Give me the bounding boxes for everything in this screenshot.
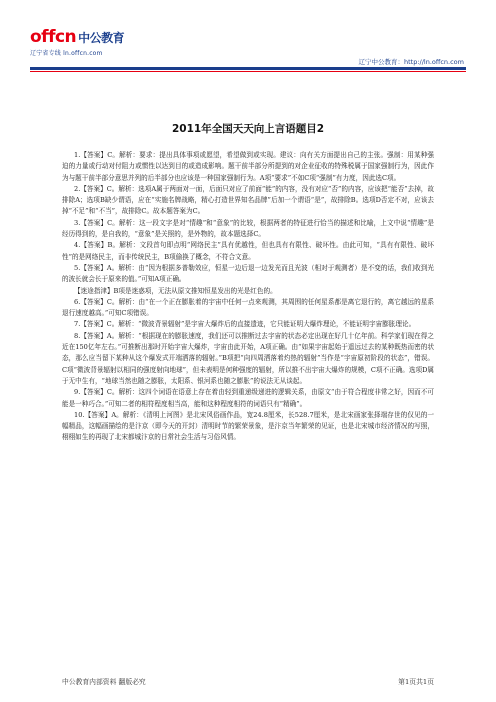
paragraph: 5.【答案】A。解析：由“因为根据多普勒效应，恒星一边后退一边发光而且光波（相对于观测者）是不变的话，我们收到光的波长就会长于原来的值。”可知A项正确。 — [62, 263, 434, 284]
logo-wordmark: offcn — [30, 27, 77, 47]
paragraph: 3.【答案】C。解析：这一段文字是对“情趣”和“意象”的比较，根据两者的特征进行恰当的描述和比喻，上文中说“情趣”是经历得到的，是自我的，“意象”是关照的，是外物的，故本题选择C。 — [62, 218, 434, 239]
page-header — [0, 0, 496, 72]
logo-subtitle: 辽宁省专线 ln.offcn.com — [30, 50, 103, 57]
document-body — [62, 150, 434, 444]
paragraph: 8.【答案】A。解析：“根据现在的膨胀速度，我们还可以推断过去宇宙的状态必定出现在好几十亿年前。科学家们现在得之近在150亿年左右。”可推断出那时开始宇宙大爆炸，宇宙由此开始，A项正确。由“如果宇宙起始于遥远过去的某种既热而密的状态，那么应当留下某种从这个爆发式开端洒落的辐射。”B项把“向四周洒落着灼热的辐射”当作是“宇宙原初阶段的状态”，错误。C项“微波背景辐射以相同的强度射向地球”，但未表明是何种强度的辐射，所以推不出宇宙大爆炸的规模，C项不正确。选项D属于无中生有，“地球当然也随之膨胀，太阳系、银河系也随之膨胀”的说法无从谈起。 — [62, 331, 434, 385]
logo-main — [30, 27, 124, 47]
paragraph: 7.【答案】C。解析：“微波背景辐射”是宇宙大爆炸后的直接遗迹，它只能证明大爆炸理论，不能证明宇宙膨胀理论。 — [74, 320, 416, 329]
header-website: 辽宁中公教育：http://ln.offcn.com — [358, 58, 464, 66]
header-divider-accent — [30, 71, 466, 72]
page-number: 第1页共1页 — [398, 678, 434, 686]
paragraph: 【迷途指津】B项是迷惑项，无法从原文推知恒星发出的光是红色的。 — [74, 286, 277, 295]
header-divider — [30, 67, 466, 70]
paragraph: 9.【答案】C。解析：这四个词语在语意上存在着由轻到重递级递进的逻辑关系，由原文“由于符合程度非常之好，因而不可能是一种巧合。”可知二者的相符程度相当高，能和这种程度相符的词语只有“精确”。 — [62, 388, 434, 408]
offcn-logo — [30, 27, 124, 57]
footer-notice: 中公教育内部资料 翻版必究 — [62, 678, 146, 686]
paragraph: 10.【答案】A。解析：《清明上河图》是北宋风俗画作品，宽24.8厘米，长528.7厘米，是北宋画家张择端存世的仅见的一幅精品，这幅画描绘的是汴京（即今天的开封）清明时节的繁荣景象，是汴京当年繁荣的见证，也是北宋城市经济情况的写照，栩栩如生的再现了北宋都城汴京的日常社会生活与习俗风情。 — [62, 410, 434, 442]
page-title: 2011年全国天天向上言语题目2 — [171, 123, 325, 135]
paragraph: 2.【答案】C。解析：选项A属于两面对一面，后面只对应了前面“能”的内容，没有对应“否”的内容，应该把“能否”去掉，故排除A；选项B缺少谓语，应在“实施名牌战略，精心打造世界知名品牌”后加一个谓语“是”，故排除B。选项D否定不对，应该去掉“不足”和“不当”，故排除C。故本题答案为C。 — [62, 184, 434, 216]
paragraph: 6.【答案】C。解析：由“在一个正在膨胀着的宇宙中任何一点来观测，其周围的任何星系都是离它退行的，离它越远的星系退行速度越高。”可知C项错误。 — [62, 297, 434, 318]
paragraph: 1.【答案】C。解析：要求：提出具体事项或愿望，希望做到或实现。建议：向有关方面提出自己的主张。强制：用某种强迫的力量或行动对付阻力或惯性以达到目的或造成影响。题干前半部分所提到的对企业征收的特殊税属于国家强制行为，因此作为与题干前半部分意思并列的后半部分也应该是一种国家强制行为。A项“要求”不如C项“强制”有力度，因此选C项。 — [62, 151, 434, 182]
logo-cn: 中公教育 — [78, 31, 125, 45]
paragraph: 4.【答案】B。解析：文段首句即点明“网络民主”具有优越性，但也具有有限性、破坏性。由此可知，“具有有限性、破坏性”的是网络民主，而非传统民主，B项偷换了概念，不符合文意。 — [62, 241, 434, 261]
